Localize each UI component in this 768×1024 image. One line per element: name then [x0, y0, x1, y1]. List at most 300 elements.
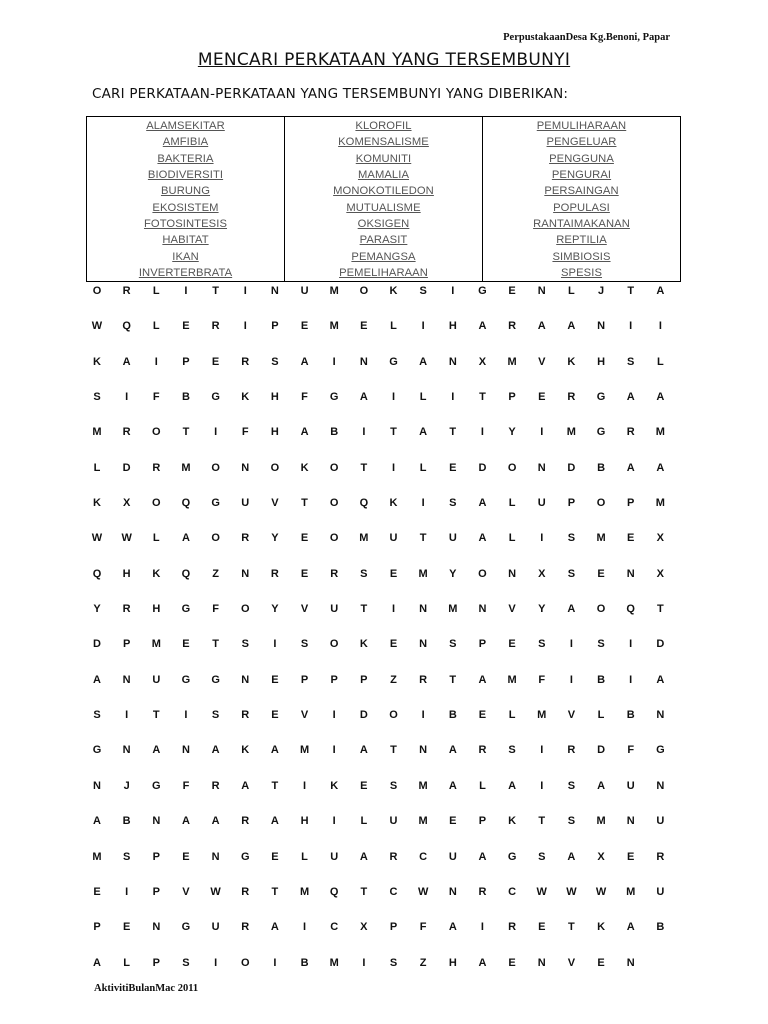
grid-letter: O: [359, 285, 369, 297]
grid-letter: L: [152, 285, 160, 297]
grid-letter: I: [332, 744, 336, 757]
grid-letter: X: [122, 497, 131, 510]
grid-letter: U: [626, 779, 635, 792]
grid-letter: N: [419, 603, 428, 616]
grid-letter: V: [300, 603, 309, 616]
grid-letter: I: [480, 921, 484, 934]
grid-letter: K: [567, 355, 576, 368]
grid-letter: N: [211, 850, 220, 863]
grid-letter: R: [122, 285, 131, 297]
grid-letter: E: [597, 956, 605, 969]
grid-letter: X: [538, 567, 546, 580]
grid-letter: I: [629, 673, 633, 686]
grid-letter: I: [540, 744, 544, 757]
grid-letter: R: [508, 921, 517, 934]
grid-letter: S: [122, 850, 131, 863]
grid-letter: P: [360, 673, 368, 686]
grid-letter: I: [273, 638, 277, 651]
grid-letter: A: [359, 744, 368, 757]
grid-letter: G: [596, 426, 606, 439]
grid-letter: S: [211, 709, 220, 722]
grid-letter: E: [122, 921, 131, 934]
word-list-item: FOTOSINTESIS: [143, 218, 228, 231]
word-list-item: PARASIT: [359, 234, 408, 247]
grid-letter: M: [418, 779, 428, 792]
grid-letter: V: [567, 956, 576, 969]
grid-letter: A: [478, 673, 487, 686]
grid-letter: N: [537, 956, 546, 969]
grid-letter: K: [597, 921, 606, 934]
grid-letter: L: [597, 709, 605, 722]
grid-letter: T: [390, 426, 397, 439]
instruction-text: CARI PERKATAAN-PERKATAAN YANG TERSEMBUNYI YANG DIBERIKAN:: [92, 86, 569, 102]
word-list-item: OKSIGEN: [357, 218, 410, 231]
grid-letter: E: [389, 567, 398, 580]
grid-letter: M: [329, 956, 339, 969]
grid-letter: E: [627, 850, 635, 863]
grid-letter: O: [596, 497, 606, 510]
word-list-item: SPESIS: [560, 267, 603, 280]
grid-letter: A: [656, 673, 665, 686]
word-list-table: [86, 116, 681, 282]
grid-letter: M: [181, 461, 191, 474]
grid-letter: F: [212, 603, 219, 616]
grid-letter: W: [121, 532, 132, 545]
grid-letter: A: [478, 497, 487, 510]
grid-letter: L: [93, 461, 101, 474]
grid-letter: Y: [271, 603, 279, 616]
grid-letter: F: [538, 673, 546, 686]
grid-letter: T: [360, 885, 368, 898]
grid-letter: T: [479, 391, 486, 404]
grid-letter: U: [656, 815, 665, 828]
grid-letter: A: [478, 850, 487, 863]
grid-letter: O: [329, 638, 339, 651]
grid-letter: K: [93, 497, 101, 510]
grid-letter: E: [271, 709, 279, 722]
grid-letter: N: [122, 673, 131, 686]
grid-letter: O: [211, 461, 220, 474]
grid-letter: B: [181, 391, 190, 404]
grid-letter: U: [389, 815, 398, 828]
grid-letter: P: [508, 391, 516, 404]
grid-letter: R: [122, 603, 131, 616]
grid-letter: A: [93, 673, 101, 686]
grid-letter: E: [389, 638, 398, 651]
grid-letter: E: [182, 850, 190, 863]
grid-letter: I: [391, 603, 396, 616]
grid-letter: I: [125, 709, 129, 722]
grid-letter: R: [152, 461, 161, 474]
grid-letter: E: [300, 320, 309, 333]
grid-letter: P: [330, 673, 338, 686]
grid-letter: N: [241, 461, 250, 474]
word-column: [284, 117, 482, 281]
grid-letter: N: [419, 744, 428, 757]
grid-letter: A: [270, 744, 279, 757]
grid-letter: N: [241, 673, 250, 686]
grid-letter: F: [152, 391, 160, 404]
grid-letter: S: [241, 638, 249, 651]
grid-letter: I: [184, 285, 188, 297]
grid-letter: W: [91, 320, 103, 333]
grid-letter: N: [241, 567, 250, 580]
grid-letter: Q: [181, 497, 191, 510]
grid-letter: O: [152, 426, 161, 439]
grid-letter: G: [211, 391, 220, 404]
grid-letter: W: [536, 885, 547, 898]
grid-letter: M: [418, 567, 428, 580]
grid-letter: X: [656, 567, 665, 580]
grid-letter: A: [567, 320, 576, 333]
grid-letter: W: [210, 885, 221, 898]
grid-letter: M: [359, 532, 369, 545]
grid-letter: G: [596, 391, 606, 404]
grid-letter: W: [595, 885, 607, 898]
grid-letter: Q: [329, 885, 339, 898]
grid-letter: A: [448, 744, 457, 757]
grid-letter: N: [537, 461, 546, 474]
grid-letter: T: [360, 461, 368, 474]
grid-letter: E: [271, 673, 279, 686]
grid-letter: L: [123, 956, 130, 969]
grid-letter: G: [507, 850, 517, 863]
word-list-item: KOMUNITI: [355, 152, 412, 165]
grid-letter: S: [567, 532, 576, 545]
grid-letter: R: [211, 779, 220, 792]
grid-letter: V: [271, 497, 279, 510]
grid-letter: S: [182, 956, 190, 969]
grid-letter: Y: [449, 567, 457, 580]
grid-letter: O: [240, 603, 250, 616]
grid-letter: I: [154, 355, 158, 368]
grid-letter: I: [273, 956, 277, 969]
grid-letter: A: [508, 779, 517, 792]
grid-letter: N: [359, 355, 368, 368]
grid-letter: I: [629, 320, 633, 333]
word-list-item: IKAN: [172, 250, 199, 263]
grid-letter: N: [656, 779, 665, 792]
grid-letter: N: [181, 744, 190, 757]
grid-letter: M: [626, 885, 636, 898]
grid-letter: E: [360, 779, 368, 792]
grid-letter: P: [478, 638, 487, 651]
grid-letter: T: [538, 815, 546, 828]
grid-letter: W: [91, 532, 103, 545]
grid-letter: H: [448, 956, 457, 969]
grid-letter: S: [449, 497, 457, 510]
grid-letter: I: [214, 956, 218, 969]
grid-letter: Q: [626, 603, 635, 616]
grid-letter: Q: [359, 497, 369, 510]
grid-letter: N: [448, 355, 457, 368]
grid-letter: G: [478, 285, 487, 297]
grid-letter: P: [478, 815, 487, 828]
grid-letter: M: [299, 744, 310, 757]
grid-letter: G: [181, 921, 191, 934]
grid-letter: P: [122, 638, 131, 651]
word-list-item: EKOSISTEM: [152, 201, 219, 214]
grid-letter: H: [270, 426, 279, 439]
grid-letter: L: [360, 815, 368, 828]
grid-letter: I: [243, 320, 247, 333]
grid-letter: E: [538, 921, 546, 934]
grid-letter: O: [211, 532, 220, 545]
grid-letter: M: [299, 885, 310, 898]
grid-letter: A: [152, 744, 161, 757]
grid-letter: S: [597, 638, 605, 651]
grid-letter: O: [329, 461, 339, 474]
word-list-item: PEMULIHARAAN: [536, 120, 627, 132]
grid-letter: G: [92, 744, 102, 757]
grid-letter: I: [243, 285, 247, 297]
grid-letter: U: [656, 885, 665, 898]
grid-letter: Q: [181, 567, 191, 580]
grid-letter: A: [567, 603, 576, 616]
grid-letter: C: [419, 850, 428, 863]
grid-letter: I: [540, 532, 544, 545]
word-list-item: PEMANGSA: [351, 250, 416, 263]
grid-letter: N: [626, 815, 635, 828]
grid-letter: R: [241, 355, 250, 368]
grid-letter: K: [241, 391, 250, 404]
grid-letter: O: [270, 461, 280, 474]
grid-letter: A: [419, 426, 428, 439]
grid-letter: L: [419, 461, 427, 474]
grid-letter: D: [597, 744, 606, 757]
grid-letter: H: [300, 815, 309, 828]
grid-letter: A: [93, 956, 101, 969]
grid-letter: R: [478, 744, 487, 757]
grid-letter: E: [508, 956, 516, 969]
grid-letter: K: [389, 285, 398, 297]
grid-letter: L: [390, 320, 397, 333]
grid-letter: A: [241, 779, 250, 792]
word-list-item: BURUNG: [160, 185, 211, 198]
grid-letter: S: [567, 779, 576, 792]
grid-letter: E: [300, 567, 309, 580]
grid-letter: C: [508, 885, 517, 898]
grid-letter: R: [241, 532, 250, 545]
grid-letter: I: [125, 885, 129, 898]
grid-letter: O: [329, 497, 339, 510]
grid-letter: T: [419, 532, 427, 545]
grid-letter: F: [241, 426, 249, 439]
word-list-item: AMFIBIA: [162, 136, 209, 149]
grid-letter: A: [537, 320, 546, 333]
grid-letter: A: [626, 921, 635, 934]
grid-letter: E: [271, 850, 279, 863]
grid-letter: A: [656, 285, 665, 297]
grid-letter: F: [419, 921, 427, 934]
grid-letter: X: [360, 921, 368, 934]
grid-letter: M: [537, 709, 547, 722]
grid-letter: I: [362, 426, 366, 439]
grid-letter: L: [479, 779, 486, 792]
grid-letter: T: [390, 744, 397, 757]
grid-letter: B: [626, 709, 635, 722]
grid-letter: I: [569, 673, 573, 686]
grid-letter: N: [152, 921, 161, 934]
grid-letter: M: [92, 850, 102, 863]
grid-letter: N: [478, 603, 487, 616]
grid-letter: M: [507, 673, 517, 686]
grid-letter: N: [537, 285, 546, 297]
grid-letter: L: [301, 850, 308, 863]
grid-letter: U: [448, 532, 457, 545]
grid-letter: A: [211, 815, 220, 828]
grid-letter: R: [241, 815, 250, 828]
grid-letter: K: [389, 497, 398, 510]
grid-letter: D: [656, 638, 665, 651]
grid-letter: O: [240, 956, 250, 969]
grid-letter: K: [330, 779, 339, 792]
word-list-item: RANTAIMAKANAN: [533, 218, 630, 231]
grid-letter: F: [182, 779, 190, 792]
grid-letter: E: [182, 638, 190, 651]
grid-letter: N: [626, 956, 635, 969]
grid-letter: A: [597, 779, 606, 792]
grid-letter: A: [359, 391, 368, 404]
grid-letter: I: [214, 426, 218, 439]
grid-letter: V: [538, 355, 546, 368]
grid-letter: L: [508, 532, 516, 545]
grid-letter: A: [93, 815, 101, 828]
grid-letter: E: [93, 885, 101, 898]
grid-letter: A: [300, 355, 309, 368]
grid-letter: I: [125, 391, 129, 404]
grid-letter: A: [448, 779, 457, 792]
grid-letter: U: [330, 850, 339, 863]
grid-letter: Z: [390, 673, 397, 686]
word-list-item: PERSAINGAN: [544, 185, 619, 198]
grid-letter: S: [93, 709, 101, 722]
grid-letter: R: [211, 320, 220, 333]
grid-letter: E: [360, 320, 368, 333]
grid-letter: E: [597, 567, 605, 580]
grid-letter: B: [448, 709, 457, 722]
word-list-item: INVERTERBRATA: [138, 267, 233, 280]
grid-letter: R: [656, 850, 665, 863]
grid-letter: R: [241, 921, 250, 934]
grid-letter: L: [419, 391, 427, 404]
grid-letter: S: [567, 567, 576, 580]
word-list-item: KOMENSALISME: [338, 136, 429, 149]
grid-letter: A: [419, 355, 428, 368]
grid-letter: T: [568, 921, 575, 934]
grid-letter: A: [181, 815, 190, 828]
grid-letter: A: [448, 921, 457, 934]
word-column: [87, 117, 284, 281]
grid-letter: A: [656, 461, 665, 474]
grid-letter: P: [152, 885, 160, 898]
grid-letter: S: [538, 850, 546, 863]
grid-letter: P: [567, 497, 576, 510]
grid-letter: T: [627, 285, 635, 297]
grid-letter: B: [330, 426, 339, 439]
grid-letter: M: [418, 815, 428, 828]
grid-letter: F: [301, 391, 308, 404]
grid-letter: R: [122, 426, 131, 439]
grid-letter: A: [567, 850, 576, 863]
grid-letter: S: [389, 956, 398, 969]
grid-letter: Z: [419, 956, 427, 969]
grid-letter: R: [241, 885, 250, 898]
grid-letter: I: [332, 815, 336, 828]
grid-letter: J: [123, 779, 130, 792]
grid-letter: R: [270, 567, 279, 580]
grid-letter: U: [300, 285, 309, 297]
grid-letter: B: [300, 956, 309, 969]
grid-letter: I: [332, 709, 336, 722]
grid-letter: S: [449, 638, 457, 651]
grid-letter: P: [300, 673, 309, 686]
grid-letter: E: [211, 355, 220, 368]
grid-letter: P: [389, 921, 398, 934]
grid-letter: K: [152, 567, 161, 580]
grid-letter: Y: [508, 426, 516, 439]
grid-letter: A: [656, 391, 665, 404]
grid-letter: D: [478, 461, 487, 474]
grid-letter: X: [656, 532, 665, 545]
word-list-item: KLOROFIL: [355, 120, 412, 132]
grid-letter: I: [451, 285, 455, 297]
grid-letter: M: [507, 355, 517, 368]
grid-letter: A: [181, 532, 190, 545]
grid-letter: N: [448, 885, 457, 898]
grid-letter: N: [508, 567, 517, 580]
grid-letter: R: [241, 709, 250, 722]
grid-letter: A: [300, 426, 309, 439]
grid-letter: I: [391, 391, 396, 404]
grid-letter: W: [417, 885, 429, 898]
footer-note: AktivitiBulanMac 2011: [94, 983, 199, 994]
grid-letter: A: [270, 921, 279, 934]
grid-letter: M: [566, 426, 576, 439]
page-title: MENCARI PERKATAAN YANG TERSEMBUNYI: [197, 50, 571, 70]
grid-letter: O: [152, 497, 161, 510]
grid-letter: R: [419, 673, 428, 686]
grid-letter: E: [478, 709, 487, 722]
grid-letter: I: [421, 497, 425, 510]
grid-letter: M: [92, 426, 102, 439]
grid-letter: R: [508, 320, 517, 333]
grid-letter: T: [449, 673, 457, 686]
grid-letter: R: [626, 426, 635, 439]
grid-letter: M: [596, 815, 606, 828]
grid-letter: S: [627, 355, 635, 368]
grid-letter: M: [329, 320, 339, 333]
grid-letter: T: [182, 426, 190, 439]
word-list-item: REPTILIA: [556, 234, 607, 247]
grid-letter: D: [93, 638, 101, 651]
grid-letter: I: [569, 638, 573, 651]
grid-letter: R: [567, 391, 576, 404]
grid-letter: M: [448, 603, 458, 616]
grid-letter: C: [330, 921, 339, 934]
grid-letter: A: [122, 355, 131, 368]
grid-letter: D: [567, 461, 576, 474]
grid-letter: B: [597, 673, 606, 686]
grid-letter: M: [655, 426, 665, 439]
grid-letter: I: [480, 426, 484, 439]
grid-letter: P: [627, 497, 635, 510]
grid-letter: X: [478, 355, 487, 368]
grid-letter: H: [597, 355, 606, 368]
grid-letter: I: [629, 638, 633, 651]
grid-letter: U: [537, 497, 546, 510]
word-list-item: POPULASI: [553, 201, 610, 214]
